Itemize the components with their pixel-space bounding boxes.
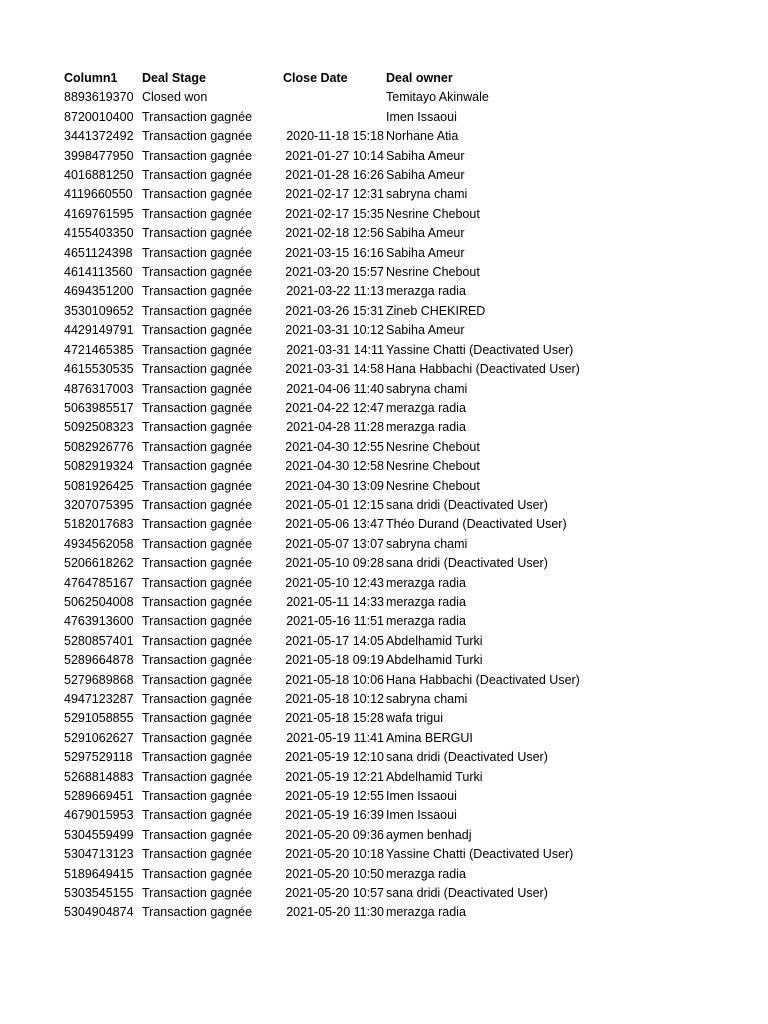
deal-stage-cell: Transaction gagnée (142, 148, 253, 163)
deal-stage-cell: Transaction gagnée (142, 245, 253, 260)
deal-owner-cell: Abdelhamid Turki (386, 769, 483, 784)
close-date-cell: 2021-04-30 13:09 (285, 478, 384, 493)
deal-stage-cell: Transaction gagnée (142, 750, 253, 765)
header-deal-stage: Deal Stage (142, 71, 206, 85)
deal-id-cell: 5297529118 (64, 750, 133, 765)
close-date-cell: 2020-11-18 15:18 (286, 129, 384, 144)
close-date-cell: 2021-04-30 12:58 (285, 459, 384, 474)
table-row (64, 321, 596, 340)
close-date-cell: 2021-05-18 10:06 (285, 672, 384, 687)
table-row (64, 496, 596, 515)
close-date-cell: 2021-05-18 09:19 (285, 653, 384, 668)
deal-stage-cell: Transaction gagnée (142, 614, 253, 629)
deal-owner-cell: sabryna chami (386, 187, 468, 202)
table-row (64, 826, 596, 845)
deal-id-cell: 5081926425 (64, 478, 134, 493)
deal-id-cell: 4764785167 (64, 575, 134, 590)
deals-table (64, 69, 596, 923)
table-row (64, 108, 596, 127)
deal-owner-cell: Théo Durand (Deactivated User) (386, 517, 567, 532)
close-date-cell: 2021-03-22 11:13 (286, 284, 384, 299)
table-row (64, 865, 596, 884)
deal-stage-cell: Transaction gagnée (142, 517, 253, 532)
deal-owner-cell: sana dridi (Deactivated User) (386, 886, 548, 901)
deal-owner-cell: merazga radia (386, 866, 466, 881)
deal-id-cell: 3207075395 (64, 497, 134, 512)
deal-id-cell: 4119660550 (64, 187, 133, 202)
deal-id-cell: 4615530535 (64, 362, 134, 377)
close-date-cell: 2021-05-20 10:50 (285, 866, 384, 881)
deal-owner-cell: merazga radia (386, 284, 466, 299)
deal-id-cell: 4155403350 (64, 226, 134, 241)
close-date-cell: 2021-05-10 12:43 (285, 575, 384, 590)
deal-owner-cell: merazga radia (386, 420, 466, 435)
close-date-cell: 2021-01-27 10:14 (285, 148, 384, 163)
deal-stage-cell: Transaction gagnée (142, 556, 253, 571)
table-row (64, 574, 596, 593)
close-date-cell: 2021-03-31 14:11 (286, 342, 384, 357)
table-row (64, 903, 596, 922)
deal-owner-cell: Abdelhamid Turki (386, 633, 483, 648)
deal-id-cell: 5289669451 (64, 789, 134, 804)
deal-owner-cell: Hana Habbachi (Deactivated User) (386, 672, 580, 687)
deal-id-cell: 4016881250 (64, 168, 134, 183)
table-row (64, 768, 596, 787)
deal-stage-cell: Transaction gagnée (142, 594, 253, 609)
deal-id-cell: 5092508323 (64, 420, 134, 435)
deal-stage-cell: Transaction gagnée (142, 303, 253, 318)
deal-stage-cell: Transaction gagnée (142, 653, 253, 668)
close-date-cell: 2021-05-17 14:05 (285, 633, 384, 648)
table-row (64, 457, 596, 476)
close-date-cell: 2021-05-20 09:36 (285, 827, 384, 842)
deal-stage-cell: Transaction gagnée (142, 886, 253, 901)
close-date-cell: 2021-02-17 15:35 (285, 206, 384, 221)
table-row (64, 593, 596, 612)
deal-stage-cell: Transaction gagnée (142, 342, 253, 357)
close-date-cell: 2021-05-18 10:12 (285, 692, 384, 706)
table-row (64, 147, 596, 166)
table-row (64, 729, 596, 748)
deal-id-cell: 8893619370 (64, 90, 134, 105)
deal-id-cell: 5182017683 (64, 517, 134, 532)
close-date-cell: 2021-05-16 11:51 (286, 614, 384, 629)
deal-id-cell: 5291062627 (64, 730, 134, 745)
table-row (64, 360, 596, 379)
deal-id-cell: 4763913600 (64, 614, 134, 629)
deal-owner-cell: sana dridi (Deactivated User) (386, 556, 548, 571)
close-date-cell: 2021-05-18 15:28 (285, 711, 384, 726)
deal-owner-cell: Amina BERGUI (386, 730, 473, 745)
table-row (64, 418, 596, 437)
deal-owner-cell: sabryna chami (386, 692, 468, 706)
deal-id-cell: 5304559499 (64, 827, 134, 842)
deal-owner-cell: merazga radia (386, 594, 466, 609)
deal-stage-cell: Transaction gagnée (142, 265, 253, 280)
deal-id-cell: 5063985517 (64, 400, 134, 415)
table-row (64, 515, 596, 534)
deal-id-cell: 8720010400 (64, 109, 134, 124)
deal-stage-cell: Transaction gagnée (142, 400, 253, 415)
table-row (64, 651, 596, 670)
deal-id-cell: 5082919324 (64, 459, 134, 474)
table-row (64, 244, 596, 263)
deal-stage-cell: Transaction gagnée (142, 633, 253, 648)
deal-owner-cell: Nesrine Chebout (386, 459, 480, 474)
table-row (64, 341, 596, 360)
deal-id-cell: 5189649415 (64, 866, 134, 881)
deal-id-cell: 4614113560 (64, 265, 133, 280)
deal-stage-cell: Transaction gagnée (142, 808, 253, 823)
deal-stage-cell: Transaction gagnée (142, 323, 253, 338)
deal-owner-cell: Nesrine Chebout (386, 478, 480, 493)
deal-id-cell: 5304904874 (64, 905, 134, 920)
deal-owner-cell: Nesrine Chebout (386, 265, 480, 280)
deal-id-cell: 3441372492 (64, 129, 134, 144)
close-date-cell: 2021-04-06 11:40 (286, 381, 384, 396)
deal-owner-cell: sabryna chami (386, 381, 468, 396)
table-body (64, 88, 596, 922)
table-row (64, 554, 596, 573)
deal-stage-cell: Transaction gagnée (142, 866, 253, 881)
deal-id-cell: 4947123287 (64, 692, 134, 706)
close-date-cell: 2021-05-06 13:47 (285, 517, 384, 532)
deal-id-cell: 4169761595 (64, 206, 134, 221)
table-row (64, 477, 596, 496)
deal-owner-cell: Hana Habbachi (Deactivated User) (386, 362, 580, 377)
deal-id-cell: 4429149791 (64, 323, 134, 338)
deal-stage-cell: Transaction gagnée (142, 187, 253, 202)
table-row (64, 671, 596, 690)
deal-owner-cell: merazga radia (386, 400, 466, 415)
close-date-cell: 2021-02-17 12:31 (285, 187, 384, 202)
deal-stage-cell: Transaction gagnée (142, 847, 253, 862)
table-row (64, 632, 596, 651)
deal-id-cell: 5291058855 (64, 711, 134, 726)
deal-stage-cell: Transaction gagnée (142, 129, 253, 144)
deal-stage-cell: Transaction gagnée (142, 109, 253, 124)
table-row (64, 535, 596, 554)
deal-id-cell: 5268814883 (64, 769, 134, 784)
deal-owner-cell: merazga radia (386, 614, 466, 629)
close-date-cell: 2021-02-18 12:56 (285, 226, 384, 241)
deal-owner-cell: Yassine Chatti (Deactivated User) (386, 847, 574, 862)
deal-id-cell: 4876317003 (64, 381, 134, 396)
header-close-date: Close Date (283, 71, 348, 85)
close-date-cell: 2021-05-10 09:28 (285, 556, 384, 571)
table-row (64, 709, 596, 728)
deal-stage-cell: Transaction gagnée (142, 827, 253, 842)
close-date-cell: 2021-05-20 11:30 (286, 905, 384, 920)
header-column1: Column1 (64, 71, 118, 85)
table-row (64, 380, 596, 399)
deal-owner-cell: Sabiha Ameur (386, 245, 465, 260)
table-row (64, 166, 596, 185)
table-row (64, 845, 596, 864)
deal-owner-cell: Sabiha Ameur (386, 226, 465, 241)
deal-stage-cell: Transaction gagnée (142, 381, 253, 396)
close-date-cell: 2021-05-20 10:18 (285, 847, 384, 862)
close-date-cell: 2021-03-20 15:57 (285, 265, 384, 280)
table-row (64, 748, 596, 767)
deal-stage-cell: Transaction gagnée (142, 226, 253, 241)
deal-id-cell: 4721465385 (64, 342, 134, 357)
deal-stage-cell: Transaction gagnée (142, 459, 253, 474)
deal-stage-cell: Closed won (142, 90, 208, 105)
close-date-cell: 2021-03-26 15:31 (285, 303, 384, 318)
table-row (64, 884, 596, 903)
deal-stage-cell: Transaction gagnée (142, 692, 253, 706)
deal-id-cell: 3530109652 (64, 303, 134, 318)
deal-owner-cell: Norhane Atia (386, 129, 459, 144)
close-date-cell: 2021-05-19 12:10 (285, 750, 384, 765)
deal-id-cell: 4934562058 (64, 536, 134, 551)
deal-stage-cell: Transaction gagnée (142, 536, 253, 551)
deal-owner-cell: Imen Issaoui (386, 109, 457, 124)
deal-owner-cell: merazga radia (386, 575, 466, 590)
table-row (64, 399, 596, 418)
deal-stage-cell: Transaction gagnée (142, 769, 253, 784)
deal-owner-cell: Imen Issaoui (386, 808, 457, 823)
deal-owner-cell: sana dridi (Deactivated User) (386, 750, 548, 765)
deal-owner-cell: wafa trigui (386, 711, 443, 726)
deal-stage-cell: Transaction gagnée (142, 168, 253, 183)
close-date-cell: 2021-03-31 14:58 (285, 362, 384, 377)
table-row (64, 438, 596, 457)
deal-stage-cell: Transaction gagnée (142, 730, 253, 745)
deal-owner-cell: Sabiha Ameur (386, 148, 465, 163)
deal-owner-cell: aymen benhadj (386, 827, 472, 842)
header-row (64, 69, 596, 88)
deal-id-cell: 5304713123 (64, 847, 134, 862)
close-date-cell: 2021-03-31 10:12 (285, 323, 384, 338)
table-row (64, 88, 596, 107)
deal-id-cell: 5082926776 (64, 439, 134, 454)
close-date-cell: 2021-04-30 12:55 (285, 439, 384, 454)
deal-id-cell: 4651124398 (64, 245, 133, 260)
table-row (64, 612, 596, 631)
close-date-cell: 2021-05-11 14:33 (286, 594, 384, 609)
deal-id-cell: 5280857401 (64, 633, 134, 648)
table-row (64, 205, 596, 224)
close-date-cell: 2021-05-01 12:15 (285, 497, 384, 512)
close-date-cell (276, 108, 386, 127)
close-date-cell: 2021-05-07 13:07 (285, 536, 384, 551)
deal-stage-cell: Transaction gagnée (142, 362, 253, 377)
deal-owner-cell: Sabiha Ameur (386, 323, 465, 338)
table-row (64, 263, 596, 282)
deal-id-cell: 3998477950 (64, 148, 134, 163)
deal-stage-cell: Transaction gagnée (142, 711, 253, 726)
table-row (64, 127, 596, 146)
close-date-cell: 2021-05-19 11:41 (286, 730, 384, 745)
close-date-cell: 2021-01-28 16:26 (285, 168, 384, 183)
deal-stage-cell: Transaction gagnée (142, 284, 253, 299)
deal-stage-cell: Transaction gagnée (142, 905, 253, 920)
deal-owner-cell: Zineb CHEKIRED (386, 303, 486, 318)
table-row (64, 690, 596, 709)
close-date-cell: 2021-05-19 12:21 (285, 769, 384, 784)
deal-id-cell: 5062504008 (64, 594, 134, 609)
table-row (64, 224, 596, 243)
deal-id-cell: 5289664878 (64, 653, 134, 668)
close-date-cell (276, 88, 386, 107)
table-row (64, 282, 596, 301)
close-date-cell: 2021-05-20 10:57 (285, 886, 384, 901)
deal-owner-cell: Imen Issaoui (386, 789, 457, 804)
deal-stage-cell: Transaction gagnée (142, 789, 253, 804)
deal-id-cell: 5303545155 (64, 886, 134, 901)
close-date-cell: 2021-03-15 16:16 (285, 245, 384, 260)
deal-stage-cell: Transaction gagnée (142, 672, 253, 687)
deal-owner-cell: Sabiha Ameur (386, 168, 465, 183)
deal-owner-cell: Abdelhamid Turki (386, 653, 483, 668)
deal-id-cell: 5206618262 (64, 556, 134, 571)
close-date-cell: 2021-05-19 12:55 (285, 789, 384, 804)
deal-stage-cell: Transaction gagnée (142, 420, 253, 435)
deal-owner-cell: Nesrine Chebout (386, 439, 480, 454)
deal-id-cell: 5279689868 (64, 672, 134, 687)
close-date-cell: 2021-04-28 11:28 (286, 420, 384, 435)
deal-stage-cell: Transaction gagnée (142, 478, 253, 493)
deal-owner-cell: Nesrine Chebout (386, 206, 480, 221)
table-row (64, 787, 596, 806)
deal-owner-cell: Yassine Chatti (Deactivated User) (386, 342, 574, 357)
deal-id-cell: 4694351200 (64, 284, 134, 299)
table-row (64, 806, 596, 825)
deal-id-cell: 4679015953 (64, 808, 134, 823)
deal-stage-cell: Transaction gagnée (142, 439, 253, 454)
deal-owner-cell: sabryna chami (386, 536, 468, 551)
deal-owner-cell: sana dridi (Deactivated User) (386, 497, 548, 512)
deal-stage-cell: Transaction gagnée (142, 497, 253, 512)
header-deal-owner: Deal owner (386, 71, 453, 85)
close-date-cell: 2021-04-22 12:47 (285, 400, 384, 415)
deal-stage-cell: Transaction gagnée (142, 575, 253, 590)
table-row (64, 185, 596, 204)
deal-stage-cell: Transaction gagnée (142, 206, 253, 221)
deal-owner-cell: merazga radia (386, 905, 466, 920)
close-date-cell: 2021-05-19 16:39 (285, 808, 384, 823)
deal-owner-cell: Temitayo Akinwale (386, 90, 489, 105)
table-row (64, 302, 596, 321)
